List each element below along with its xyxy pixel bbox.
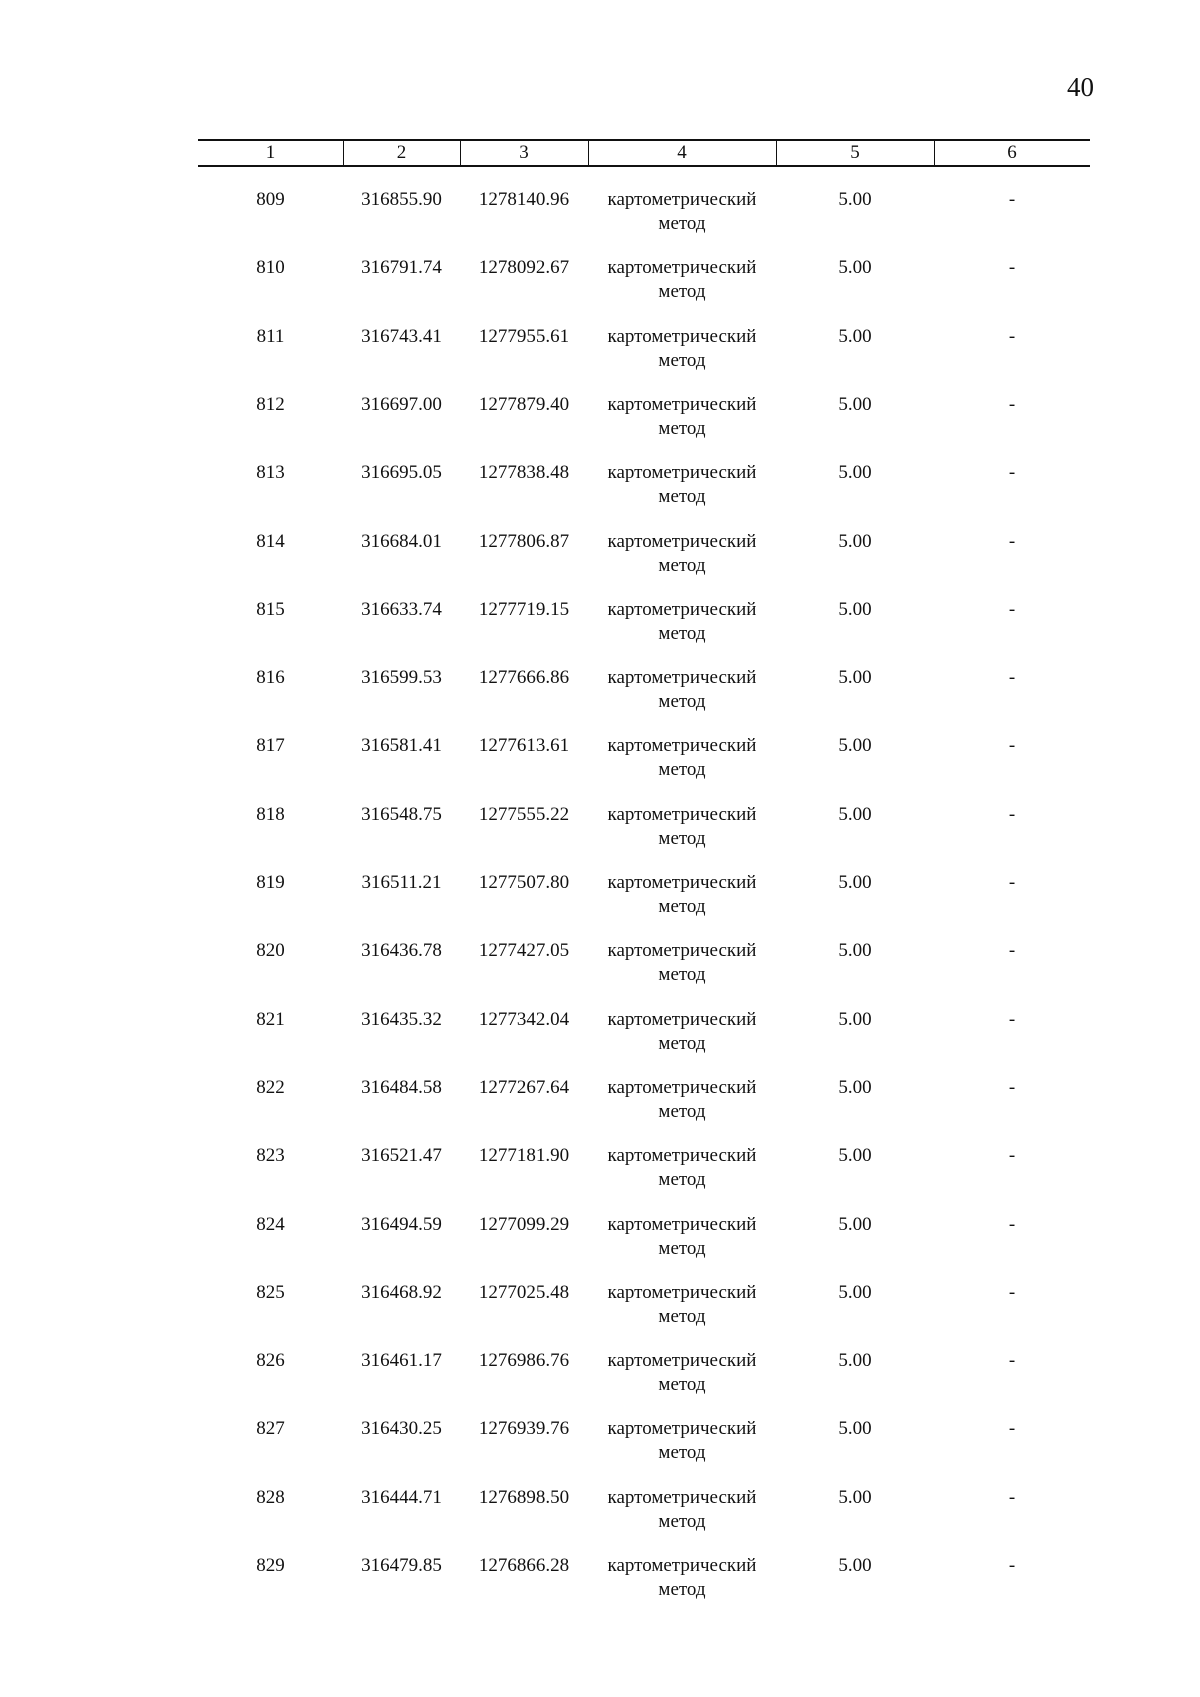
point-number: 811 [256,325,285,347]
table-row [198,1144,1090,1204]
point-number: 815 [256,598,285,620]
table-row [198,803,1090,863]
error-value: 5.00 [838,189,872,210]
point-number: 810 [256,257,285,279]
method-line-1: картометрический [607,1418,757,1440]
note-value: - [1008,1350,1016,1372]
method-line-2: метод [658,827,706,849]
error-value: 5.00 [838,1008,872,1030]
method-line-1: картометрический [607,940,757,962]
method-cell [588,939,776,987]
error-value: 5.00 [838,872,872,893]
method-cell [588,256,776,304]
method-cell [588,598,776,646]
error-value: 5.00 [838,940,872,962]
coord-x: 316697.00 [361,393,442,415]
point-number: 827 [256,1418,285,1440]
note-value: - [1008,189,1016,210]
method-line-2: метод [658,213,706,234]
method-cell [588,803,776,851]
coord-y: 1277181.90 [478,1145,570,1167]
coord-x: 316548.75 [361,803,442,825]
header-col-3: 3 [519,142,529,163]
point-number: 816 [256,667,285,689]
header-col-2: 2 [396,142,407,163]
table-row [198,1076,1090,1136]
coord-y: 1277342.04 [478,1008,570,1030]
coord-y: 1277025.48 [478,1281,570,1303]
table-row [198,871,1090,931]
error-value: 5.00 [838,1555,872,1576]
point-number: 821 [256,1008,285,1030]
coord-y: 1277838.48 [478,462,570,484]
coord-y: 1277099.29 [478,1213,570,1235]
method-cell [588,393,776,441]
method-line-1: картометрический [607,189,757,210]
note-value: - [1008,1555,1016,1576]
coord-x: 316791.74 [361,257,442,279]
point-number: 829 [256,1555,285,1576]
note-value: - [1008,325,1016,347]
method-line-1: картометрический [607,1076,757,1098]
method-line-1: картометрический [607,325,757,347]
table-row [198,1486,1090,1546]
table-row [198,1281,1090,1341]
method-line-1: картометрический [607,1213,757,1235]
method-line-2: метод [658,1237,706,1259]
point-number: 814 [256,530,285,552]
coord-x: 316511.21 [361,872,442,893]
point-number: 823 [256,1145,285,1167]
error-value: 5.00 [838,803,872,825]
method-line-1: картометрический [607,598,757,620]
error-value: 5.00 [838,735,872,757]
error-value: 5.00 [838,257,872,279]
point-number: 818 [256,803,285,825]
error-value: 5.00 [838,667,872,689]
method-line-1: картометрический [607,1145,757,1167]
point-number: 822 [256,1076,285,1098]
error-value: 5.00 [838,462,872,484]
method-line-1: картометрический [607,393,757,415]
coord-x: 316599.53 [361,667,442,689]
method-cell [588,461,776,509]
coord-y: 1276939.76 [478,1418,570,1440]
coord-y: 1276898.50 [478,1486,570,1508]
coord-y: 1278092.67 [478,257,570,279]
method-cell [588,1281,776,1329]
method-line-2: метод [658,1510,706,1532]
error-value: 5.00 [838,530,872,552]
coord-y: 1277555.22 [478,803,570,825]
table-row [198,1349,1090,1409]
method-line-2: метод [658,691,706,713]
method-cell [588,871,776,919]
point-number: 813 [256,462,285,484]
method-line-1: картометрический [607,872,757,893]
coord-x: 316444.71 [361,1486,442,1508]
error-value: 5.00 [838,1350,872,1372]
coord-x: 316743.41 [361,325,442,347]
note-value: - [1008,1076,1016,1098]
method-line-2: метод [658,1032,706,1054]
point-number: 812 [256,393,285,415]
coord-x: 316468.92 [361,1281,442,1303]
coord-y: 1277879.40 [478,393,570,415]
method-cell [588,188,776,236]
table-row [198,1008,1090,1068]
table-row [198,666,1090,726]
coord-x: 316684.01 [361,530,442,552]
method-line-1: картометрический [607,530,757,552]
table-row [198,598,1090,658]
method-line-1: картометрический [607,803,757,825]
coord-y: 1277806.87 [478,530,570,552]
method-line-2: метод [658,417,706,439]
coord-x: 316494.59 [361,1213,442,1235]
method-line-2: метод [658,486,706,508]
header-col-4: 4 [677,142,687,163]
method-line-1: картометрический [607,735,757,757]
coord-y: 1277613.61 [478,735,570,757]
method-line-2: метод [658,1169,706,1191]
error-value: 5.00 [838,1076,872,1098]
error-value: 5.00 [838,1145,872,1167]
note-value: - [1008,1213,1016,1235]
point-number: 825 [256,1281,285,1303]
error-value: 5.00 [838,1486,872,1508]
point-number: 824 [256,1213,285,1235]
method-cell [588,1144,776,1192]
note-value: - [1008,257,1016,279]
method-cell [588,1349,776,1397]
table-header [198,139,1090,167]
error-value: 5.00 [838,1418,872,1440]
coord-x: 316521.47 [361,1145,442,1167]
method-cell [588,1417,776,1465]
method-cell [588,325,776,373]
table-row [198,325,1090,385]
coord-y: 1277955.61 [478,325,570,347]
point-number: 817 [256,735,285,757]
method-line-2: метод [658,964,706,986]
method-line-2: метод [658,1442,706,1464]
note-value: - [1008,872,1016,893]
method-cell [588,1486,776,1534]
method-line-2: метод [658,281,706,303]
coord-y: 1277267.64 [478,1076,570,1098]
point-number: 826 [256,1350,285,1372]
error-value: 5.00 [838,1213,872,1235]
note-value: - [1008,1008,1016,1030]
table-row [198,530,1090,590]
error-value: 5.00 [838,598,872,620]
coord-x: 316430.25 [361,1418,442,1440]
point-number: 828 [256,1486,285,1508]
table-row [198,1213,1090,1273]
coord-y: 1276986.76 [478,1350,570,1372]
point-number: 819 [256,872,285,893]
table-row [198,256,1090,316]
coord-x: 316461.17 [361,1350,442,1372]
header-col-5: 5 [850,142,860,163]
coord-x: 316695.05 [361,462,442,484]
method-line-1: картометрический [607,257,757,279]
note-value: - [1008,1486,1016,1508]
coord-y: 1277507.80 [478,872,570,893]
error-value: 5.00 [838,1281,872,1303]
method-line-1: картометрический [607,1486,757,1508]
method-line-1: картометрический [607,462,757,484]
method-line-2: метод [658,896,706,917]
method-line-2: метод [658,622,706,644]
method-cell [588,734,776,782]
error-value: 5.00 [838,325,872,347]
method-line-2: метод [658,1100,706,1122]
note-value: - [1008,1281,1016,1303]
method-line-2: метод [658,349,706,371]
method-line-1: картометрический [607,1350,757,1372]
coord-x: 316436.78 [361,940,442,962]
point-number: 820 [256,940,285,962]
method-cell [588,530,776,578]
method-cell [588,1554,776,1602]
coord-x: 316484.58 [361,1076,442,1098]
method-line-1: картометрический [607,1555,757,1576]
header-col-6: 6 [1007,142,1017,163]
method-line-2: метод [658,554,706,576]
method-line-2: метод [658,1305,706,1327]
table-row [198,393,1090,453]
method-line-1: картометрический [607,1008,757,1030]
note-value: - [1008,1418,1016,1440]
coord-x: 316633.74 [361,598,442,620]
note-value: - [1008,393,1016,415]
method-line-1: картометрический [607,667,757,689]
note-value: - [1008,735,1016,757]
note-value: - [1008,667,1016,689]
coord-x: 316581.41 [361,735,442,757]
coord-y: 1276866.28 [478,1555,570,1576]
method-cell [588,1076,776,1124]
page-number: 40 [1067,72,1094,102]
method-cell [588,1008,776,1056]
note-value: - [1008,530,1016,552]
method-cell [588,1213,776,1261]
note-value: - [1008,462,1016,484]
coord-y: 1277719.15 [478,598,570,620]
method-line-2: метод [658,759,706,781]
table-row [198,939,1090,999]
method-line-2: метод [658,1579,706,1600]
note-value: - [1008,803,1016,825]
header-col-1: 1 [265,142,276,163]
coord-x: 316479.85 [361,1555,442,1576]
table-row [198,188,1090,248]
coord-y: 1277666.86 [478,667,570,689]
table-row [198,461,1090,521]
method-line-1: картометрический [607,1281,757,1303]
note-value: - [1008,598,1016,620]
note-value: - [1008,940,1016,962]
error-value: 5.00 [838,393,872,415]
point-number: 809 [256,189,285,210]
table-row [198,1417,1090,1477]
coord-x: 316855.90 [361,189,442,210]
method-cell [588,666,776,714]
coord-y: 1278140.96 [478,189,570,210]
coord-y: 1277427.05 [478,940,570,962]
table-row [198,1554,1090,1614]
method-line-2: метод [658,1374,706,1396]
coord-x: 316435.32 [361,1008,442,1030]
note-value: - [1008,1145,1016,1167]
table-row [198,734,1090,794]
